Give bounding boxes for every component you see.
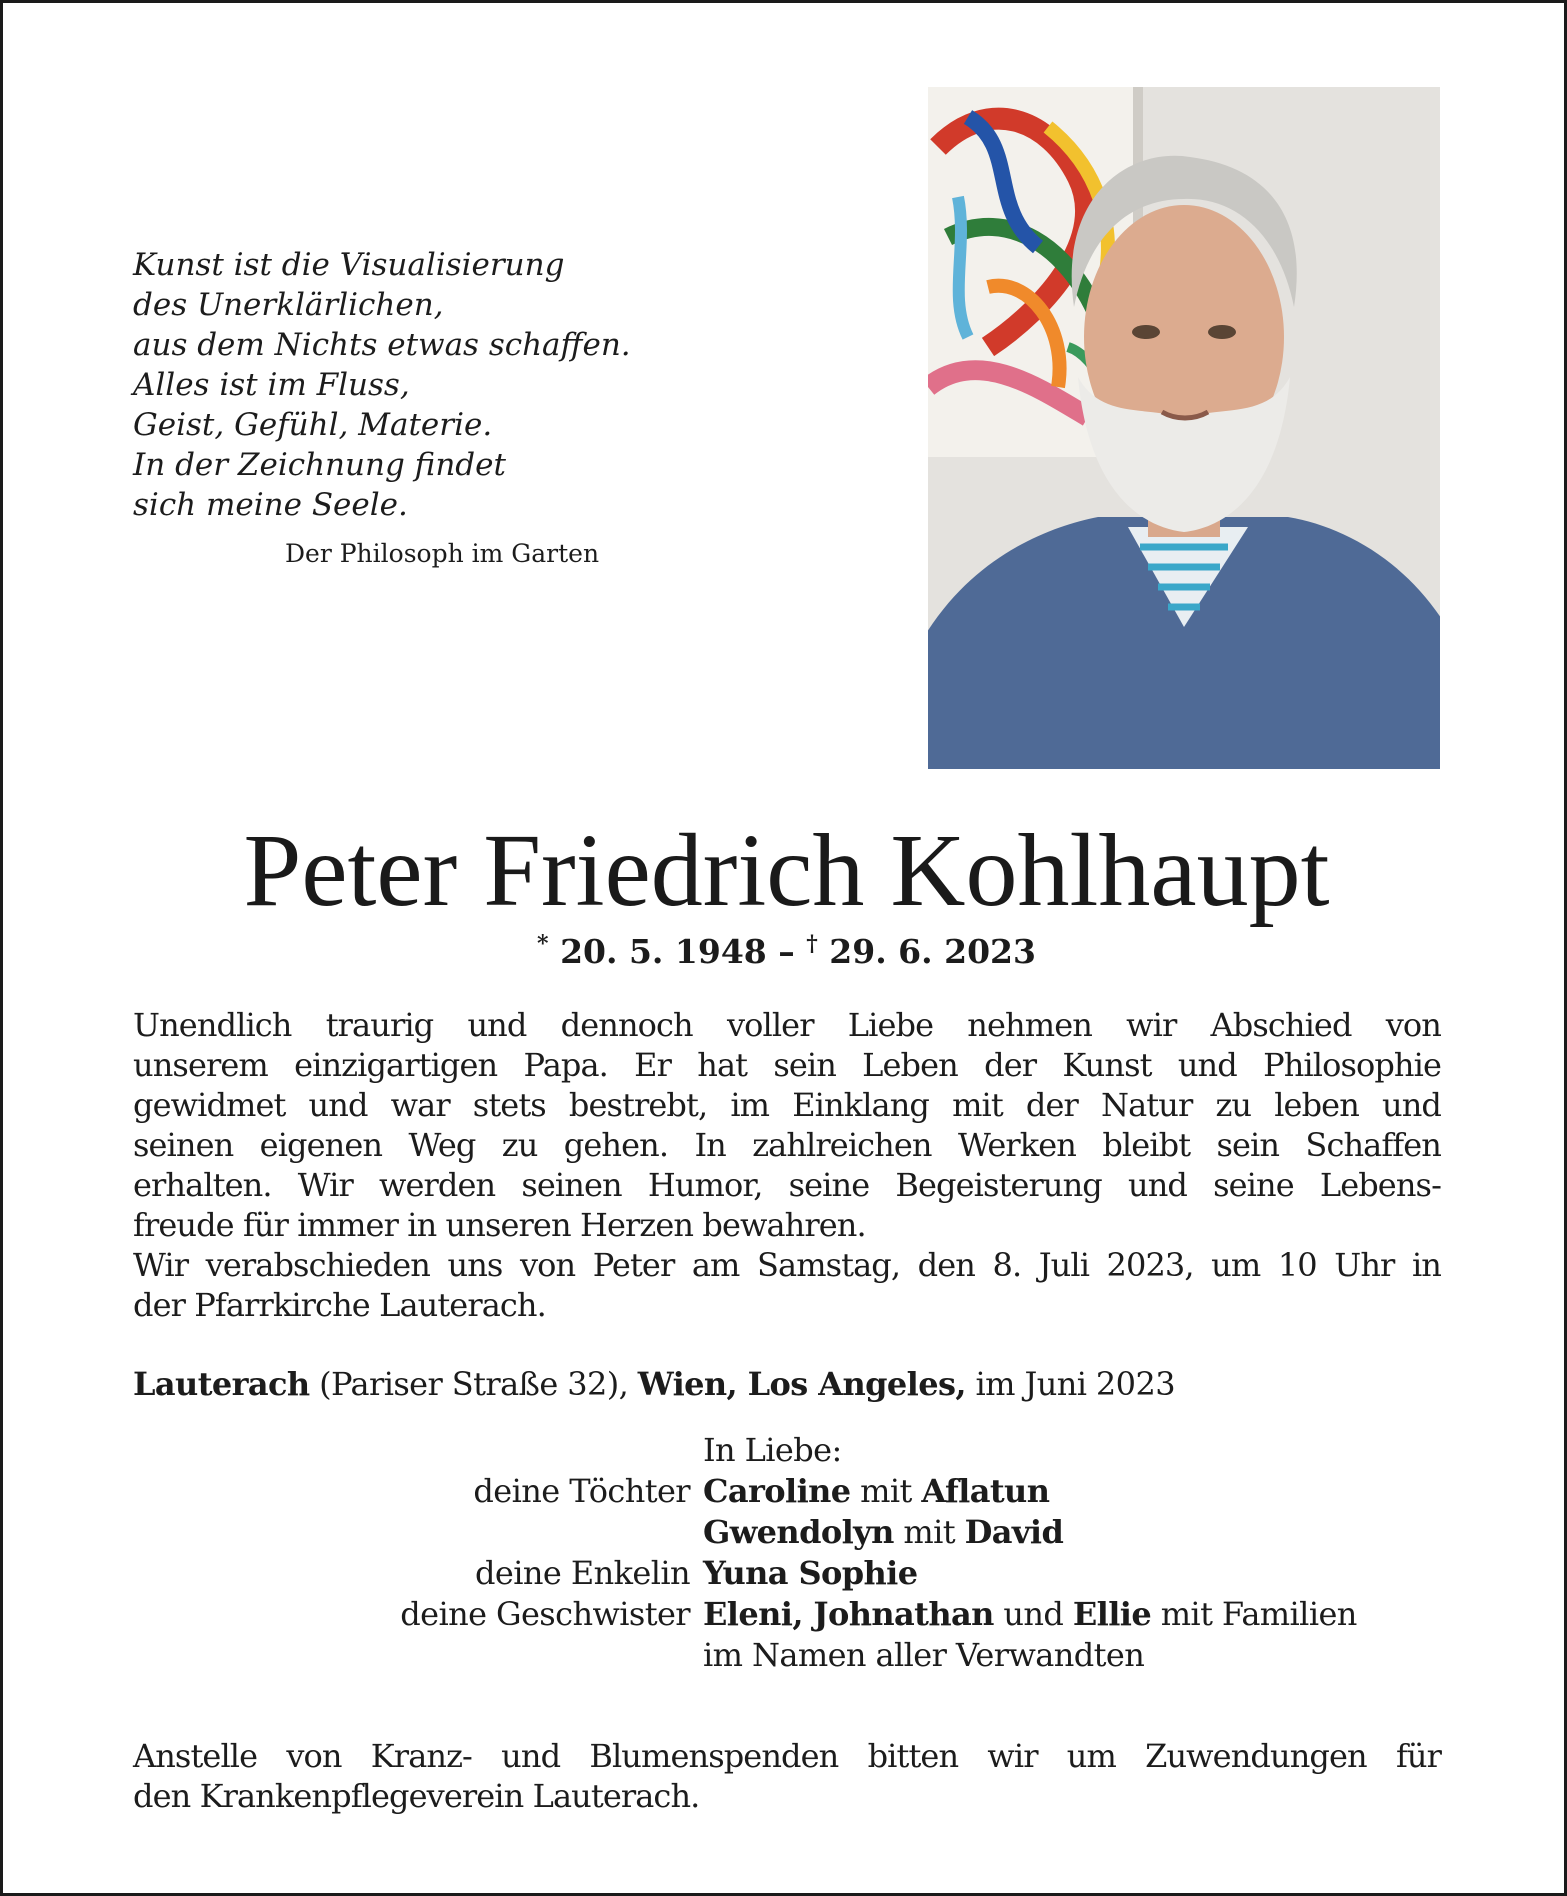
relation-label: deine Töchter [473, 1472, 690, 1510]
family-row [133, 1430, 1441, 1471]
donation-line: den Krankenpflegeverein Lauterach. [133, 1777, 700, 1815]
mourner-name: David [964, 1513, 1064, 1551]
date-separator: – [778, 932, 795, 971]
quote-line: Alles ist im Fluss, [133, 367, 410, 403]
relatives-note: im Namen aller Verwandten [703, 1636, 1145, 1674]
connector-text: mit [860, 1472, 912, 1510]
mourner-name: Ellie [1072, 1595, 1152, 1633]
deceased-name: Peter Friedrich Kohlhaupt [243, 813, 1330, 928]
quote-line: Geist, Gefühl, Materie. [133, 407, 493, 443]
message-line: seinen eigenen Weg zu gehen. In zahlreichen Werken bleibt sein Schaffen [133, 1126, 1441, 1164]
quote-line: sich meine Seele. [133, 487, 408, 523]
quote-source: Der Philosoph im Garten [285, 539, 600, 568]
mourner-name: Gwendolyn [703, 1513, 894, 1551]
mourner-name: Eleni, Johnathan [703, 1595, 994, 1633]
message-line: erhalten. Wir werden seinen Humor, seine Begeisterung und seine Lebens- [133, 1166, 1441, 1204]
message-line: Wir verabschieden uns von Peter am Samstag, den 8. Juli 2023, um 10 Uhr in [133, 1246, 1441, 1284]
quote [133, 245, 653, 525]
quote-line: In der Zeichnung findet [133, 447, 506, 483]
family-intro: In Liebe: [703, 1431, 842, 1469]
mourner-name: Aflatun [921, 1472, 1050, 1510]
life-dates [3, 931, 1567, 971]
quote-line: Kunst ist die Visualisierung [133, 247, 565, 283]
place-city: Lauterach [133, 1365, 310, 1403]
donation-note [133, 1736, 1441, 1816]
birth-date: 20. 5. 1948 [560, 932, 767, 971]
connector-text: mit Familien [1160, 1595, 1357, 1633]
place-address: (Pariser Straße 32), [319, 1365, 629, 1403]
place-cities: Wien, Los Angeles, [637, 1365, 966, 1403]
message-line: gewidmet und war stets bestrebt, im Einklang mit der Natur zu leben und [133, 1086, 1441, 1124]
mourners-list [133, 1430, 1441, 1676]
donation-line: Anstelle von Kranz- und Blumenspenden bitten wir um Zuwendungen für [133, 1737, 1441, 1775]
family-row [133, 1594, 1441, 1635]
message-line: unserem einzigartigen Papa. Er hat sein Leben der Kunst und Philosophie [133, 1046, 1441, 1084]
family-row [133, 1635, 1441, 1676]
place-date: im Juni 2023 [975, 1365, 1175, 1403]
quote-line: des Unerklärlichen, [133, 287, 444, 323]
relation-label: deine Geschwister [400, 1595, 690, 1633]
relation-label: deine Enkelin [475, 1554, 690, 1592]
family-row [133, 1553, 1441, 1594]
family-row [133, 1471, 1441, 1512]
message-line: der Pfarrkirche Lauterach. [133, 1286, 546, 1324]
connector-text: und [1003, 1595, 1064, 1633]
farewell-message [133, 1005, 1441, 1325]
family-row [133, 1512, 1441, 1553]
portrait-photo [928, 87, 1440, 769]
death-date: 29. 6. 2023 [829, 932, 1036, 971]
message-line: Unendlich traurig und dennoch voller Liebe nehmen wir Abschied von [133, 1006, 1441, 1044]
place-date-line [133, 1364, 1441, 1404]
mourner-name: Yuna Sophie [703, 1554, 918, 1592]
portrait-illustration [928, 87, 1440, 769]
birth-symbol: * [537, 931, 549, 957]
death-symbol: † [806, 931, 818, 957]
quote-line: aus dem Nichts etwas schaffen. [133, 327, 631, 363]
mourner-name: Caroline [703, 1472, 851, 1510]
message-line: freude für immer in unseren Herzen bewahren. [133, 1206, 866, 1244]
connector-text: mit [903, 1513, 956, 1551]
